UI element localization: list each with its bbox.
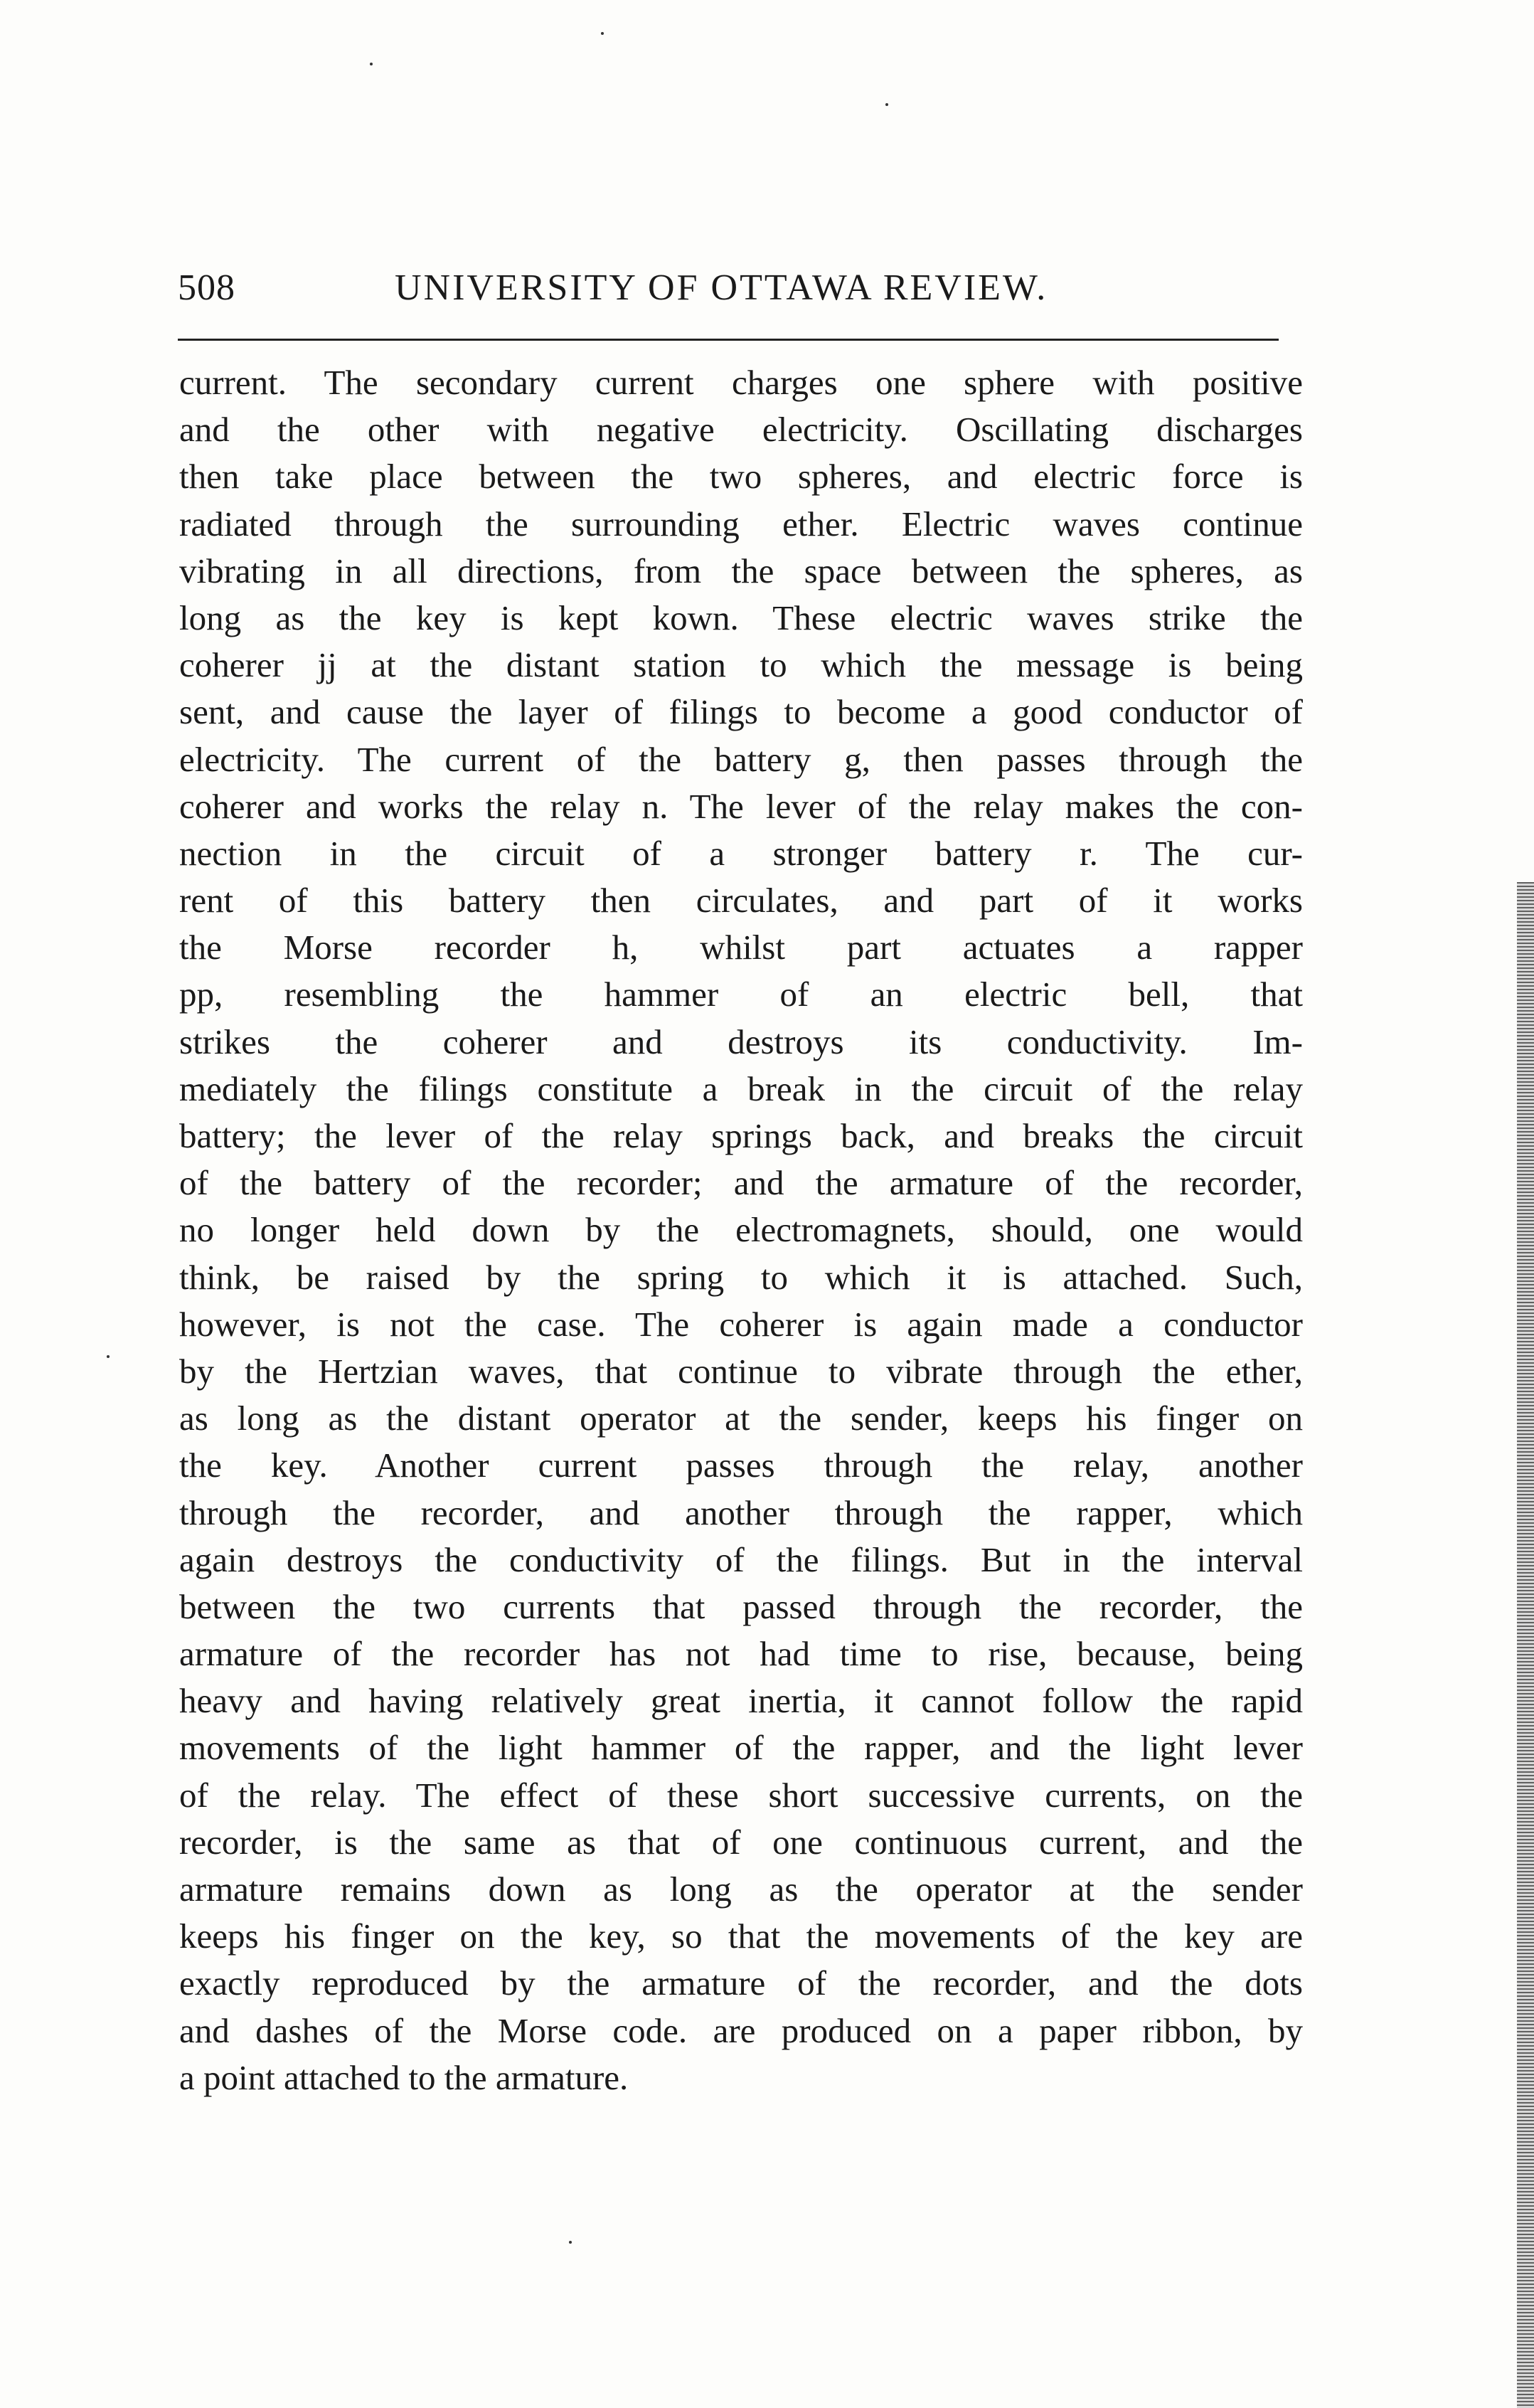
- text-line: battery; the lever of the relay springs back, and breaks the circuit: [179, 1116, 1303, 1155]
- page-edge-shadow: [1517, 882, 1534, 2408]
- text-line: of the relay. The effect of these short successive currents, on the: [179, 1775, 1303, 1815]
- text-line: think, be raised by the spring to which it is attached. Such,: [179, 1257, 1303, 1297]
- text-line: through the recorder, and another through the rapper, which: [179, 1492, 1303, 1532]
- text-line: a point attached to the armature.: [179, 2057, 629, 2097]
- text-line: sent, and cause the layer of filings to become a good conductor of: [179, 692, 1303, 732]
- text-line: heavy and having relatively great inertia, it cannot follow the rapid: [179, 1681, 1303, 1721]
- scan-speck: [370, 63, 373, 65]
- text-line: strikes the coherer and destroys its conductivity. Im-: [179, 1022, 1303, 1061]
- text-line: again destroys the conductivity of the filings. But in the interval: [179, 1539, 1303, 1579]
- text-line: rent of this battery then circulates, and part of it works: [179, 881, 1303, 921]
- text-line: current. The secondary current charges one sphere with positive: [179, 363, 1303, 402]
- page-number: 508: [178, 267, 235, 308]
- body-paragraph: [179, 359, 1303, 2101]
- text-line: and the other with negative electricity. Oscillating discharges: [179, 410, 1303, 450]
- scan-speck: [107, 1355, 110, 1358]
- text-line: and dashes of the Morse code. are produced on a paper ribbon, by: [179, 2010, 1303, 2050]
- text-line: long as the key is kept kown. These electric waves strike the: [179, 598, 1303, 637]
- text-line: however, is not the case. The coherer is again made a conductor: [179, 1304, 1303, 1344]
- text-line: armature of the recorder has not had time to rise, because, being: [179, 1634, 1303, 1674]
- text-line: coherer jj at the distant station to which the message is being: [179, 645, 1303, 685]
- text-line: mediately the filings constitute a break in the circuit of the relay: [179, 1068, 1303, 1108]
- page-header: [178, 267, 1273, 331]
- text-line: then take place between the two spheres, and electric force is: [179, 457, 1303, 497]
- scan-speck: [885, 103, 888, 106]
- text-line: as long as the distant operator at the sender, keeps his finger on: [179, 1399, 1303, 1438]
- text-line: of the battery of the recorder; and the armature of the recorder,: [179, 1163, 1303, 1203]
- text-line: by the Hertzian waves, that continue to vibrate through the ether,: [179, 1351, 1303, 1391]
- text-line: radiated through the surrounding ether. Electric waves continue: [179, 504, 1303, 543]
- text-line: nection in the circuit of a stronger battery r. The cur-: [179, 833, 1303, 873]
- text-line: the Morse recorder h, whilst part actuates a rapper: [179, 928, 1303, 967]
- text-line: between the two currents that passed through the recorder, the: [179, 1586, 1303, 1626]
- text-line: electricity. The current of the battery g, then passes through the: [179, 739, 1303, 779]
- running-head: UNIVERSITY OF OTTAWA REVIEW.: [395, 267, 1048, 308]
- text-line: the key. Another current passes through the relay, another: [179, 1446, 1303, 1485]
- text-line: movements of the light hammer of the rapper, and the light lever: [179, 1728, 1303, 1768]
- text-line: keeps his finger on the key, so that the movements of the key are: [179, 1916, 1303, 1956]
- text-line: coherer and works the relay n. The lever of the relay makes the con-: [179, 786, 1303, 826]
- text-line: no longer held down by the electromagnets, should, one would: [179, 1210, 1303, 1250]
- text-line: recorder, is the same as that of one continuous current, and the: [179, 1822, 1303, 1862]
- header-rule: [178, 339, 1279, 341]
- text-line: vibrating in all directions, from the space between the spheres, as: [179, 551, 1303, 590]
- text-line: exactly reproduced by the armature of the recorder, and the dots: [179, 1963, 1303, 2003]
- text-line: pp, resembling the hammer of an electric bell, that: [179, 975, 1303, 1014]
- scan-speck: [601, 32, 604, 35]
- scan-speck: [569, 2241, 572, 2244]
- text-line: armature remains down as long as the operator at the sender: [179, 1869, 1303, 1909]
